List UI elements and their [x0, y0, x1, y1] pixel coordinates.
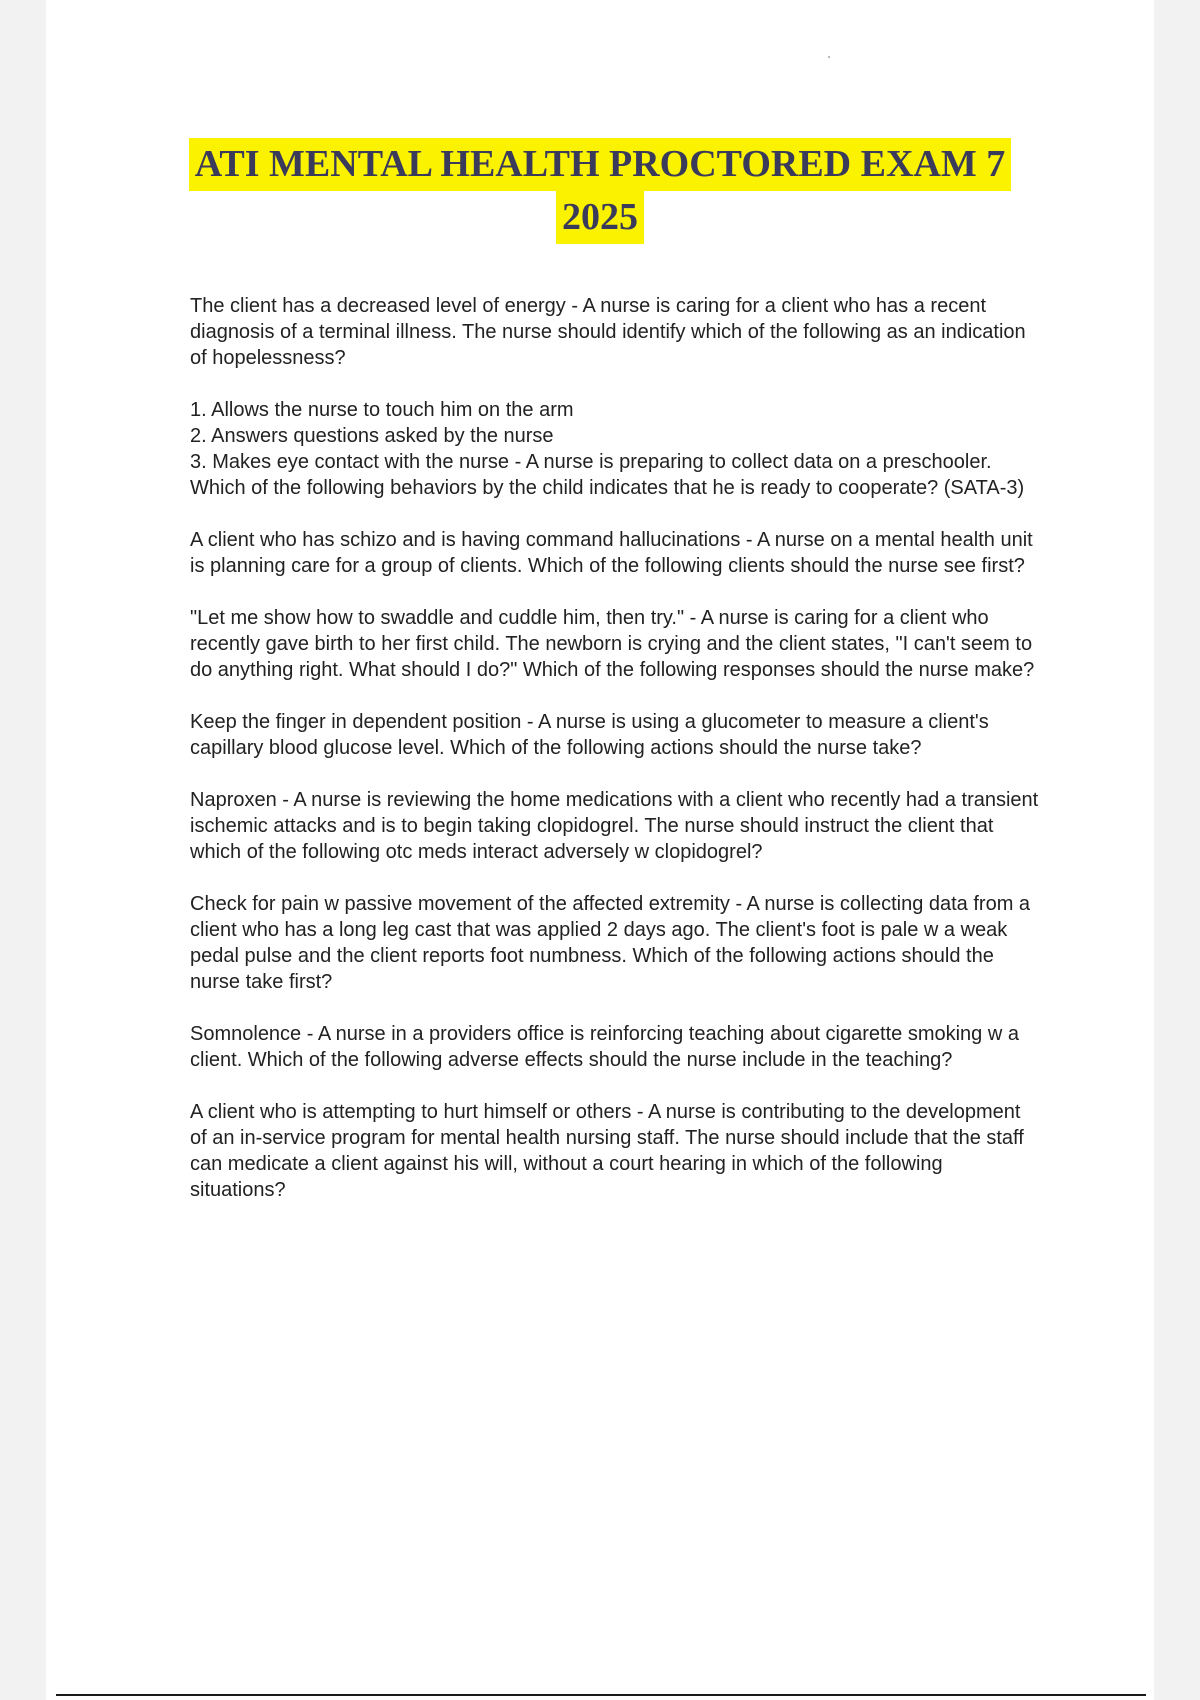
scan-artifact — [828, 56, 830, 58]
answer-list — [190, 397, 1040, 501]
list-item: 2. Answers questions asked by the nurse — [190, 425, 554, 447]
question-paragraph: A client who has schizo and is having command hallucinations - A nurse on a mental health unit is planning care for a group of clients. Which of the following clients should the nurse see first? — [190, 529, 1033, 577]
question-paragraph: Somnolence - A nurse in a providers office is reinforcing teaching about cigarette smoking w a client. Which of the following adverse effects should the nurse include in the teaching? — [190, 1023, 1019, 1071]
list-item: 1. Allows the nurse to touch him on the arm — [190, 399, 574, 421]
question-paragraph: Keep the finger in dependent position - A nurse is using a glucometer to measure a client's capillary blood glucose level. Which of the following actions should the nurse take? — [190, 711, 989, 759]
question-paragraph: Check for pain w passive movement of the affected extremity - A nurse is collecting data from a client who has a long leg cast that was applied 2 days ago. The client's foot is pale w a weak pedal pulse and the client reports foot numbness. Which of the following actions should the nurse take first? — [190, 893, 1031, 993]
question-paragraph: The client has a decreased level of energy - A nurse is caring for a client who has a recent diagnosis of a terminal illness. The nurse should identify which of the following as an indication of hopelessness? — [190, 295, 1026, 369]
document-body — [190, 293, 1040, 1229]
question-paragraph: A client who is attempting to hurt himself or others - A nurse is contributing to the development of an in-service program for mental health nursing staff. The nurse should include that the staff can medicate a client against his will, without a court hearing in which of the following situations? — [190, 1101, 1024, 1201]
question-paragraph: Naproxen - A nurse is reviewing the home medications with a client who recently had a transient ischemic attacks and is to begin taking clopidogrel. The nurse should instruct the client that which of the following otc meds interact adversely w clopidogrel? — [190, 789, 1039, 863]
title-line-1: ATI MENTAL HEALTH PROCTORED EXAM 7 — [189, 138, 1011, 191]
document-title — [0, 138, 1200, 244]
title-line-2: 2025 — [556, 191, 644, 244]
question-paragraph: "Let me show how to swaddle and cuddle him, then try." - A nurse is caring for a client who recently gave birth to her first child. The newborn is crying and the client states, "I can't seem to do anything right. What should I do?" Which of the following responses should the nurse make? — [190, 607, 1035, 681]
page-divider — [56, 1694, 1146, 1696]
list-item: 3. Makes eye contact with the nurse - A nurse is preparing to collect data on a preschooler. Which of the following behaviors by the child indicates that he is ready to cooperate? (SATA-3) — [190, 451, 1025, 499]
